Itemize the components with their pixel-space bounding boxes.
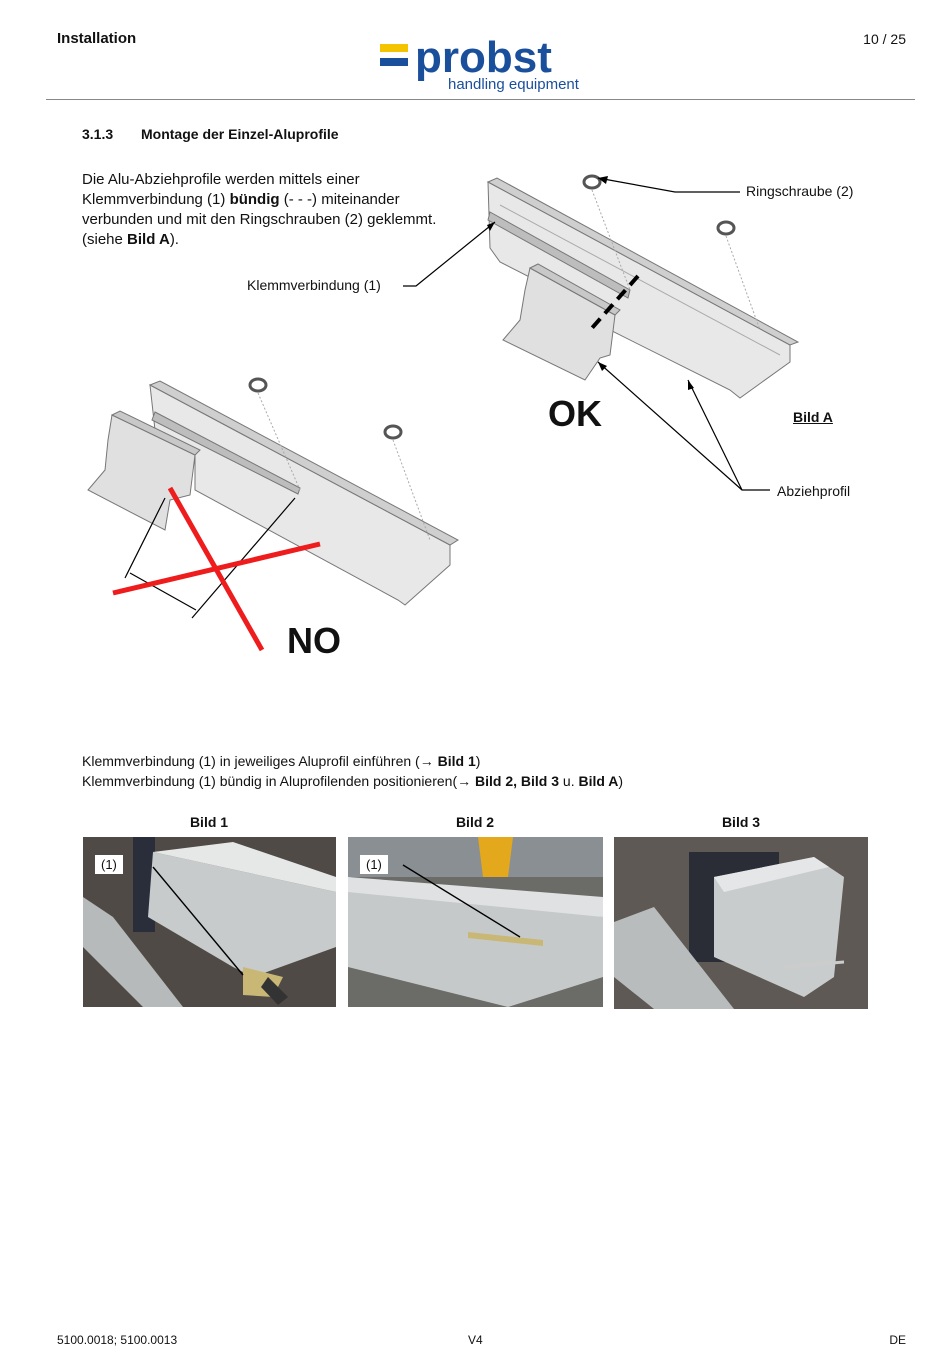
header-section-title: Installation	[57, 30, 137, 47]
footer-language: DE	[889, 1333, 906, 1347]
ok-assembly-drawing	[488, 178, 798, 398]
step-2: Klemmverbindung (1) bündig in Aluprofilenden positionieren(→ Bild 2, Bild 3 u. Bild A)	[82, 773, 624, 789]
photo-bild-2	[348, 837, 603, 1007]
ring-screw-icon	[584, 176, 734, 234]
photo-label: (1)	[95, 855, 123, 874]
no-assembly-drawing	[88, 381, 458, 605]
photo-bild-3	[614, 837, 868, 1009]
no-label: NO	[287, 620, 341, 661]
footer-doc-number: 5100.0018; 5100.0013	[57, 1333, 178, 1347]
section-number: 3.1.3	[82, 126, 114, 142]
logo-tagline: handling equipment	[448, 76, 579, 93]
section-title: Montage der Einzel-Aluprofile	[141, 126, 339, 142]
callout-abziehprofil: Abziehprofil	[777, 483, 851, 499]
instruction-steps	[82, 751, 623, 791]
bild-a-label: Bild A	[793, 409, 833, 425]
caption-bild-3: Bild 3	[721, 814, 761, 830]
ring-screw-icon	[250, 379, 401, 438]
callout-ringschraube: Ringschraube (2)	[746, 183, 854, 199]
photo-label: (1)	[360, 855, 388, 874]
caption-bild-1: Bild 1	[189, 814, 229, 830]
caption-bild-2: Bild 2	[455, 814, 495, 830]
step-1: Klemmverbindung (1) in jeweiliges Aluprofil einführen (→ Bild 1)	[82, 753, 481, 769]
ok-label: OK	[548, 393, 602, 434]
page-number: 10 / 25	[863, 31, 906, 47]
intro-paragraph: Die Alu-Abziehprofile werden mittels einer Klemmverbindung (1) bündig (- - -) miteinander verbunden und mit den Ringschrauben (2) geklemmt. (siehe Bild A).	[82, 171, 437, 248]
logo-name: probst	[415, 36, 552, 82]
photo-bild-1	[83, 837, 336, 1007]
footer-version: V4	[468, 1333, 483, 1347]
callout-klemmverbindung: Klemmverbindung (1)	[247, 277, 381, 293]
